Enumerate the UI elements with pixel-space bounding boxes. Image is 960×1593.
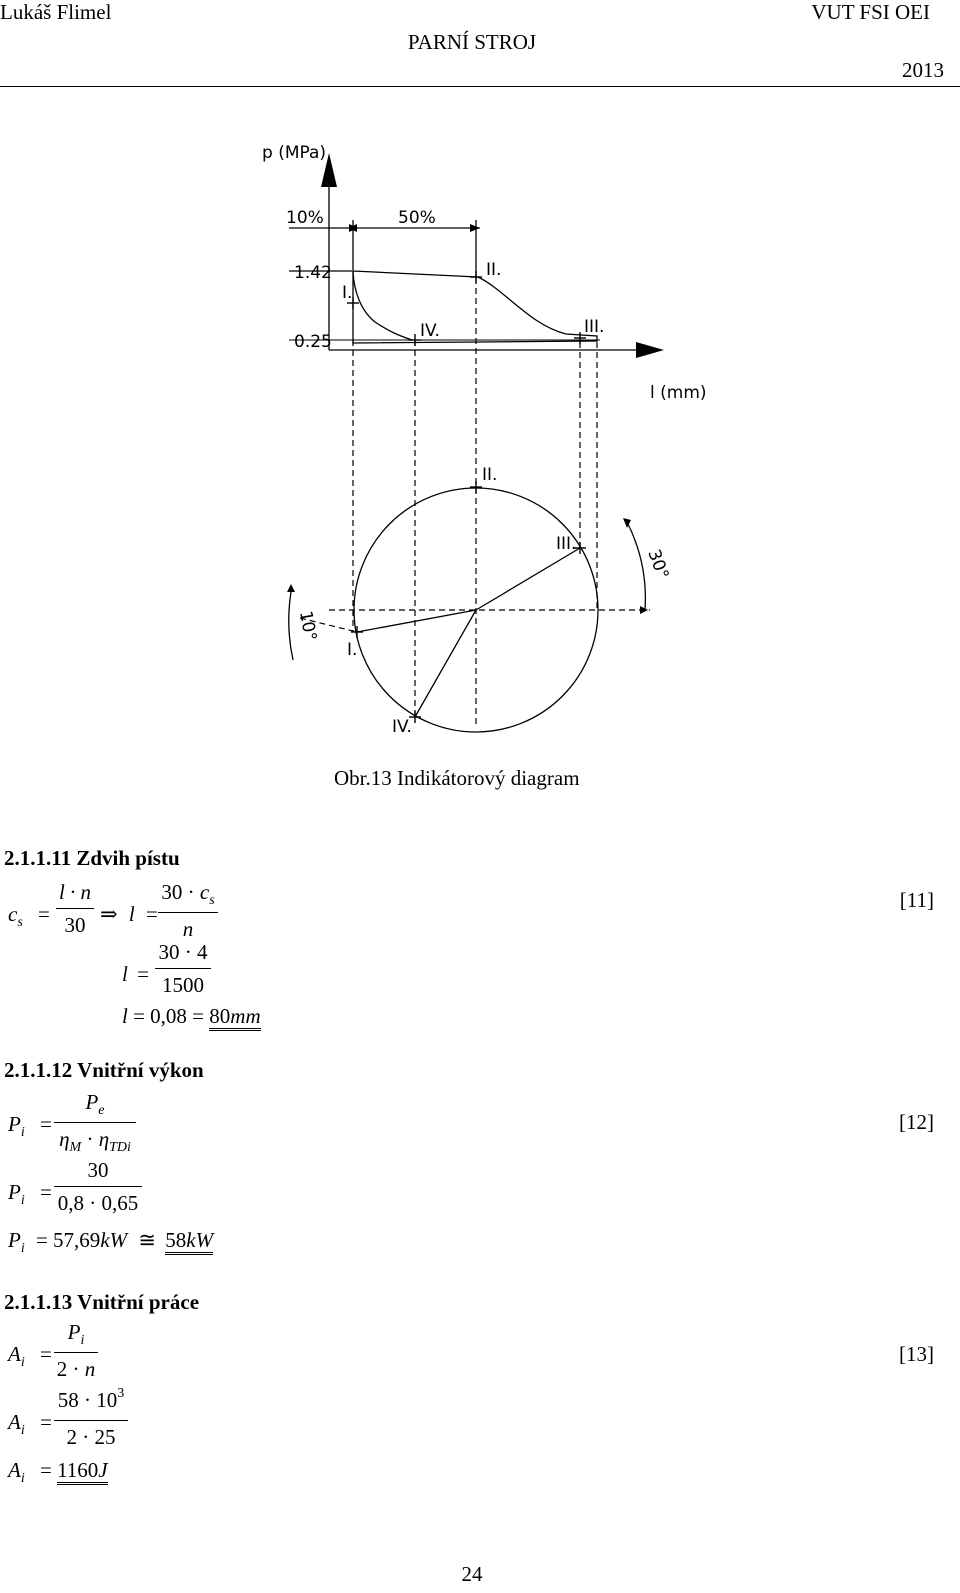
section-heading-power: 2.1.1.12 Vnitřní výkon	[4, 1058, 204, 1082]
section-heading-work: 2.1.1.13 Vnitřní práce	[4, 1290, 200, 1314]
eq-l-result: l = 0,08 = 80mm	[122, 1004, 261, 1028]
angle-30-label: 30°	[643, 546, 673, 583]
p-low-label: 0.25	[294, 332, 332, 352]
reference-13: [13]	[899, 1342, 934, 1366]
eq-Ai-lhs: $A_i$ =	[8, 1342, 52, 1370]
point-I-circle-label: I.	[347, 640, 358, 660]
point-II-circle-label: II.	[482, 465, 498, 485]
eq-implies: ⇒ l =	[100, 902, 158, 926]
header-author: Lukáš Flimel	[0, 0, 112, 24]
eq-Pi-lhs: $P_i$ =	[8, 1112, 52, 1140]
eq-Ai-result: $A_i = 1160J$	[8, 1458, 108, 1486]
result-power: 58kW	[165, 1228, 213, 1255]
point-I-top-label: I.	[342, 283, 353, 303]
fraction-ln-30: l · n 30	[56, 880, 94, 937]
fraction-58e3-50: $58 \cdot 10^3$ 2 · 25	[54, 1388, 128, 1449]
point-IV-top-label: IV.	[420, 321, 440, 341]
eq-l-line2: l =	[122, 962, 149, 986]
section-heading-stroke: 2.1.1.11 Zdvih pístu	[4, 846, 180, 870]
reference-12: [12]	[899, 1110, 934, 1134]
fraction-30cs-n: $30 \cdot c_s$ n	[158, 880, 218, 941]
fraction-30x4-1500: 30 · 4 1500	[155, 940, 211, 997]
page-number: 24	[461, 1562, 483, 1586]
y-axis-label: p (MPa)	[262, 143, 327, 163]
eq-cs-lhs: $c_s$ =	[8, 902, 50, 930]
figure-caption: Obr.13 Indikátorový diagram	[334, 766, 580, 790]
eq-Pi-result: $P_i = 57,69kW$ ≅ 58kW	[8, 1228, 214, 1256]
fraction-30-eff: 30 0,8 · 0,65	[54, 1158, 142, 1215]
eq-Pi-line2: $P_i$ =	[8, 1180, 52, 1208]
dim-50-label: 50%	[398, 208, 436, 228]
fraction-Pe-eta: $P_e$ $\eta_M \cdot \eta_{TDi}$	[54, 1090, 136, 1155]
header-year: 2013	[902, 58, 944, 82]
point-II-top-label: II.	[486, 260, 502, 280]
angle-10-label: 10°	[295, 609, 321, 643]
point-III-top-label: III.	[584, 317, 605, 337]
eq-Ai-line2: $A_i$ =	[8, 1410, 52, 1438]
header-title: PARNÍ STROJ	[407, 30, 537, 54]
reference-11: [11]	[899, 888, 934, 912]
result-stroke: 80mm	[209, 1004, 260, 1031]
point-IV-circle-label: IV.	[392, 717, 412, 737]
header-institution: VUT FSI OEI	[811, 0, 930, 24]
point-III-circle-label: III.	[556, 534, 577, 554]
result-work: 1160J	[57, 1458, 108, 1485]
x-axis-label: l (mm)	[650, 383, 707, 403]
p-high-label: 1.42	[294, 263, 332, 283]
dim-10-label: 10%	[286, 208, 324, 228]
fraction-Pi-2n: $P_i$ 2 · n	[54, 1320, 98, 1381]
